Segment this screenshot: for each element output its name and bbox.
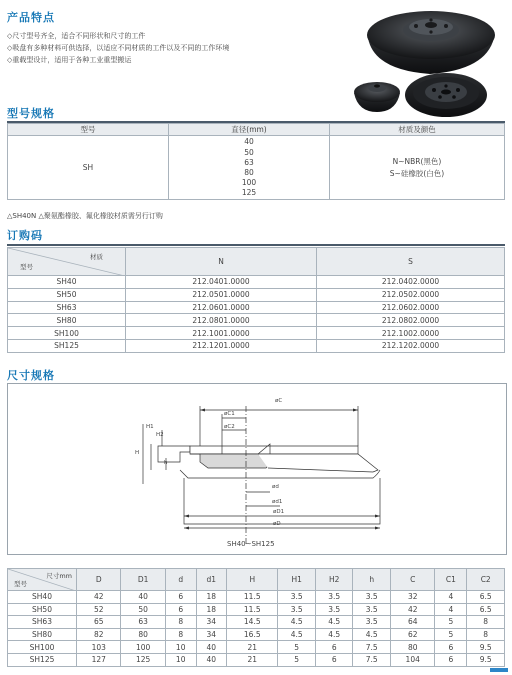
table-row: [8, 653, 505, 666]
order-code-n: 212.0401.0000: [126, 276, 317, 289]
diameter-value: 40: [244, 137, 254, 147]
dim-value: 63: [121, 616, 165, 629]
order-model: SH80: [8, 314, 126, 327]
order-header-n: N: [126, 248, 317, 276]
dim-value: 14.5: [227, 616, 278, 629]
dim-header: H2: [315, 569, 353, 591]
dim-value: 50: [121, 603, 165, 616]
dimensions-title: 尺寸规格: [7, 369, 55, 382]
dim-value: 8: [165, 628, 196, 641]
model-spec-title: 型号规格: [7, 107, 55, 120]
table-row: [8, 314, 505, 327]
dim-value: 16.5: [227, 628, 278, 641]
dim-value: 42: [77, 591, 121, 604]
dim-value: 42: [390, 603, 434, 616]
dim-value: 10: [165, 641, 196, 654]
dim-value: 4.5: [353, 628, 391, 641]
dim-value: 4: [435, 603, 467, 616]
dim-value: 3.5: [353, 591, 391, 604]
order-code-s: 212.1202.0000: [317, 339, 505, 352]
dim-value: 100: [121, 641, 165, 654]
order-code-s: 212.0602.0000: [317, 301, 505, 314]
dim-value: 3.5: [315, 603, 353, 616]
dimension-table: [7, 568, 505, 667]
dim-value: 9.5: [467, 653, 505, 666]
dim-value: 5: [278, 653, 316, 666]
dim-value: 34: [196, 616, 227, 629]
diameter-value: 50: [244, 147, 254, 157]
header-material: 材质及颜色: [330, 124, 505, 136]
order-code-n: 212.0501.0000: [126, 288, 317, 301]
header-diameter: 直径(mm): [169, 124, 330, 136]
diameter-value: 125: [241, 188, 257, 198]
dim-corner-top: 尺寸mm: [46, 572, 72, 580]
dim-value: 3.5: [315, 591, 353, 604]
dim-model: SH100: [8, 641, 77, 654]
dim-header: H: [227, 569, 278, 591]
dim-value: 80: [121, 628, 165, 641]
dim-value: 7.5: [353, 641, 391, 654]
order-code-title: 订购码: [7, 229, 43, 242]
material-value: S~硅橡胶(白色): [389, 168, 445, 178]
dim-header: H1: [278, 569, 316, 591]
dim-value: 8: [467, 616, 505, 629]
dim-model: SH40: [8, 591, 77, 604]
label-c: øC: [275, 398, 283, 404]
order-code-table: [7, 247, 505, 353]
dim-value: 5: [435, 628, 467, 641]
dim-value: 6: [315, 641, 353, 654]
diameter-value: 80: [244, 168, 254, 177]
dim-value: 4.5: [278, 628, 316, 641]
dim-header: D1: [121, 569, 165, 591]
dim-model: SH125: [8, 653, 77, 666]
dim-value: 21: [227, 653, 278, 666]
dim-header: C1: [435, 569, 467, 591]
order-model: SH100: [8, 327, 126, 340]
dim-value: 82: [77, 628, 121, 641]
table-row: [8, 301, 505, 314]
dim-value: 5: [435, 616, 467, 629]
dim-value: 6: [435, 653, 467, 666]
order-code-s: 212.0402.0000: [317, 276, 505, 289]
dim-value: 6: [315, 653, 353, 666]
label-c2: øC2: [224, 424, 235, 430]
dim-value: 11.5: [227, 603, 278, 616]
dim-header: D: [77, 569, 121, 591]
order-code-n: 212.1001.0000: [126, 327, 317, 340]
product-photo: [350, 0, 512, 118]
dim-model: SH50: [8, 603, 77, 616]
dim-value: 7.5: [353, 653, 391, 666]
dim-value: 40: [196, 653, 227, 666]
dim-value: 8: [467, 628, 505, 641]
model-value: SH: [8, 136, 169, 200]
diameter-value: 63: [244, 157, 254, 167]
model-spec-table: [7, 123, 505, 200]
order-corner-top: 材质: [90, 253, 103, 261]
order-model: SH40: [8, 276, 126, 289]
dim-value: 52: [77, 603, 121, 616]
section-rule: [7, 244, 505, 246]
label-h: h: [164, 460, 168, 466]
dim-value: 4.5: [315, 628, 353, 641]
dimension-drawing: [7, 383, 507, 555]
material-value: N~NBR(黑色): [392, 156, 442, 166]
dim-value: 4.5: [278, 616, 316, 629]
dim-value: 3.5: [278, 591, 316, 604]
header-model: 型号: [8, 124, 169, 136]
table-row: [8, 288, 505, 301]
model-note: △SH40N △聚氨酯橡胶、氟化橡胶材质需另行订购: [7, 212, 163, 220]
dim-value: 80: [390, 641, 434, 654]
dim-value: 5: [278, 641, 316, 654]
dim-value: 9.5: [467, 641, 505, 654]
table-row: [8, 591, 505, 604]
dim-header: C: [390, 569, 434, 591]
dim-value: 18: [196, 591, 227, 604]
dim-value: 40: [121, 591, 165, 604]
order-model: SH63: [8, 301, 126, 314]
dim-value: 3.5: [278, 603, 316, 616]
dim-value: 8: [165, 616, 196, 629]
dim-value: 103: [77, 641, 121, 654]
table-row: [8, 641, 505, 654]
label-H1: H1: [146, 424, 154, 430]
dim-header: C2: [467, 569, 505, 591]
dim-value: 6.5: [467, 591, 505, 604]
dim-corner-bottom: 型号: [14, 580, 27, 588]
dim-value: 65: [77, 616, 121, 629]
table-row: [8, 616, 505, 629]
dim-value: 64: [390, 616, 434, 629]
dim-model: SH63: [8, 616, 77, 629]
order-corner-bottom: 型号: [20, 263, 33, 271]
label-d: ød: [272, 484, 279, 490]
table-row: [8, 628, 505, 641]
dim-value: 10: [165, 653, 196, 666]
order-corner-cell: [8, 248, 126, 276]
dim-value: 127: [77, 653, 121, 666]
table-row: [8, 603, 505, 616]
order-code-s: 212.0502.0000: [317, 288, 505, 301]
dim-value: 6: [165, 603, 196, 616]
dim-value: 11.5: [227, 591, 278, 604]
order-model: SH50: [8, 288, 126, 301]
dim-value: 34: [196, 628, 227, 641]
dim-header: h: [353, 569, 391, 591]
order-header-s: S: [317, 248, 505, 276]
label-H: H: [135, 450, 140, 456]
page-accent-bar: [490, 668, 508, 672]
diagram-caption: SH40~SH125: [227, 540, 275, 548]
label-c1: øC1: [224, 411, 235, 417]
dim-value: 6.5: [467, 603, 505, 616]
dim-value: 18: [196, 603, 227, 616]
dim-header: d1: [196, 569, 227, 591]
table-row: [8, 327, 505, 340]
label-d1: ød1: [272, 499, 283, 505]
dim-value: 4.5: [315, 616, 353, 629]
order-code-n: 212.0801.0000: [126, 314, 317, 327]
label-D: øD: [273, 521, 281, 527]
dim-value: 6: [435, 641, 467, 654]
feature-bullet-2: ◇吸盘有多种材料可供选择，以适应不同材质的工件以及不同的工作环境: [7, 44, 230, 52]
dim-value: 62: [390, 628, 434, 641]
dim-value: 125: [121, 653, 165, 666]
order-code-s: 212.0802.0000: [317, 314, 505, 327]
order-code-n: 212.1201.0000: [126, 339, 317, 352]
dim-value: 21: [227, 641, 278, 654]
order-model: SH125: [8, 339, 126, 352]
table-row: [8, 339, 505, 352]
dim-value: 4: [435, 591, 467, 604]
dim-value: 6: [165, 591, 196, 604]
dim-value: 3.5: [353, 603, 391, 616]
dim-value: 32: [390, 591, 434, 604]
dim-value: 104: [390, 653, 434, 666]
dim-value: 3.5: [353, 616, 391, 629]
dim-header: d: [165, 569, 196, 591]
label-H2: H2: [156, 432, 164, 438]
dim-model: SH80: [8, 628, 77, 641]
feature-bullet-1: ◇尺寸型号齐全，适合不同形状和尺寸的工件: [7, 32, 146, 40]
features-title: 产品特点: [7, 11, 55, 24]
cup-cross-section: [8, 384, 506, 554]
dim-value: 40: [196, 641, 227, 654]
table-row: [8, 276, 505, 289]
order-code-s: 212.1002.0000: [317, 327, 505, 340]
label-D1: øD1: [273, 509, 285, 515]
order-code-n: 212.0601.0000: [126, 301, 317, 314]
dim-corner-cell: [8, 569, 77, 591]
diameter-value: 100: [241, 178, 257, 188]
feature-bullet-3: ◇重载型设计，适用于各种工业重型搬运: [7, 56, 132, 64]
